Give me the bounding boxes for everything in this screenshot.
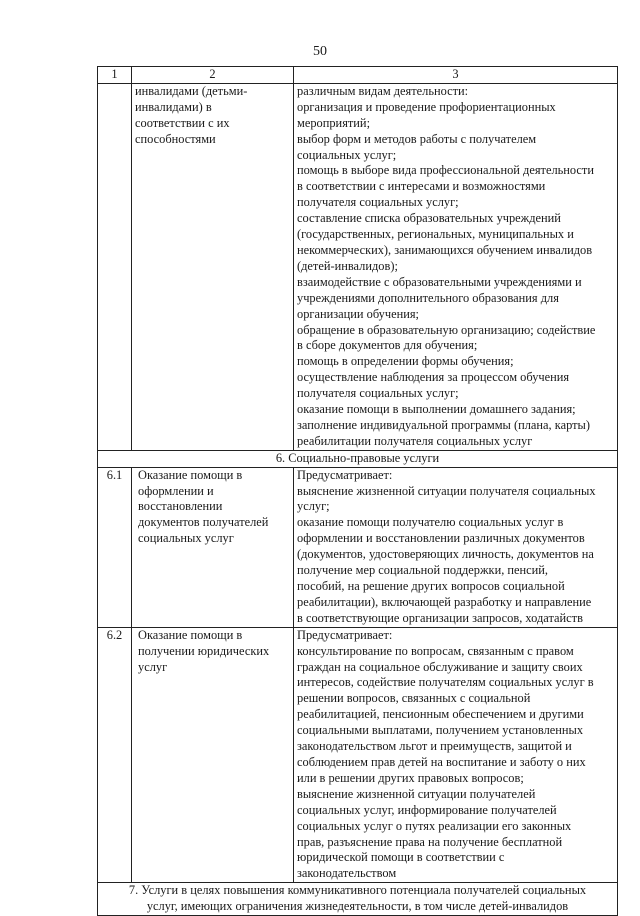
section-row-6 [98, 450, 618, 467]
service-description-cell: Предусматривает: консультирование по вопросам, связанным с правом граждан на социальное обслуживание и защиту своих интересов, содействие получателям социальных услуг в решении вопросов, связанных с социальной реабилитацией, пенсионным обеспечением и другими социальными выплатами, получением установленных законодательством льгот и преимуществ, защитой и соблюдением прав детей на воспитание и заботу о них или в решении других правовых вопросов; выяснение жизненной ситуации получателей социальных услуг, информирование получателей социальных услуг о путях реализации его законных прав, разъяснение права на получение бесплатной юридической помощи в соответствии с законодательством [294, 627, 618, 883]
table-row-6-2 [98, 627, 618, 883]
table-row-6-1 [98, 467, 618, 627]
section-title: 6. Социально-правовые услуги [98, 450, 618, 467]
row-number-cell [98, 83, 132, 450]
service-description-cell: различным видам деятельности: организация и проведение профориентационных мероприятий; выбор форм и методов работы с получателем социальных услуг; помощь в выборе вида профессиональной деятельности в соответствии с интересами и возможностями получателя социальных услуг; составление списка образовательных учреждений (государственных, региональных, муниципальных и некоммерческих), занимающихся обучением инвалидов (детей-инвалидов); взаимодействие с образовательными учреждениями и учреждениями дополнительного образования для организации обучения; обращение в образовательную организацию; содействие в сборе документов для обучения; помощь в определении формы обучения; осуществление наблюдения за процессом обучения получателя социальных услуг; оказание помощи в выполнении домашнего задания; заполнение индивидуальной программы (плана, карты) реабилитации получателя социальных услуг [294, 83, 618, 450]
page-number: 50 [313, 44, 327, 59]
table-header-row [98, 67, 618, 84]
service-name-cell: инвалидами (детьми- инвалидами) в соответствии с их способностями [132, 83, 294, 450]
section-row-7 [98, 883, 618, 916]
table-row-continuation [98, 83, 618, 450]
header-col-1: 1 [98, 67, 132, 84]
service-name-cell: Оказание помощи в оформлении и восстановлении документов получателей социальных услуг [132, 467, 294, 627]
section-title: 7. Услуги в целях повышения коммуникативного потенциала получателей социальных услуг, имеющих ограничения жизнедеятельности, в том числе детей-инвалидов [98, 883, 618, 916]
row-number-cell: 6.1 [98, 467, 132, 627]
header-col-2: 2 [132, 67, 294, 84]
service-name-cell: Оказание помощи в получении юридических услуг [132, 627, 294, 883]
header-col-3: 3 [294, 67, 618, 84]
services-table [97, 66, 618, 916]
row-number-cell: 6.2 [98, 627, 132, 883]
service-description-cell: Предусматривает: выяснение жизненной ситуации получателя социальных услуг; оказание помощи получателю социальных услуг в оформлении и восстановлении различных документов (документов, удостоверяющих личность, документов на получение мер социальной поддержки, пенсий, пособий, на решение других вопросов социальной реабилитации), включающей разработку и направление в соответствующие организации запросов, ходатайств [294, 467, 618, 627]
